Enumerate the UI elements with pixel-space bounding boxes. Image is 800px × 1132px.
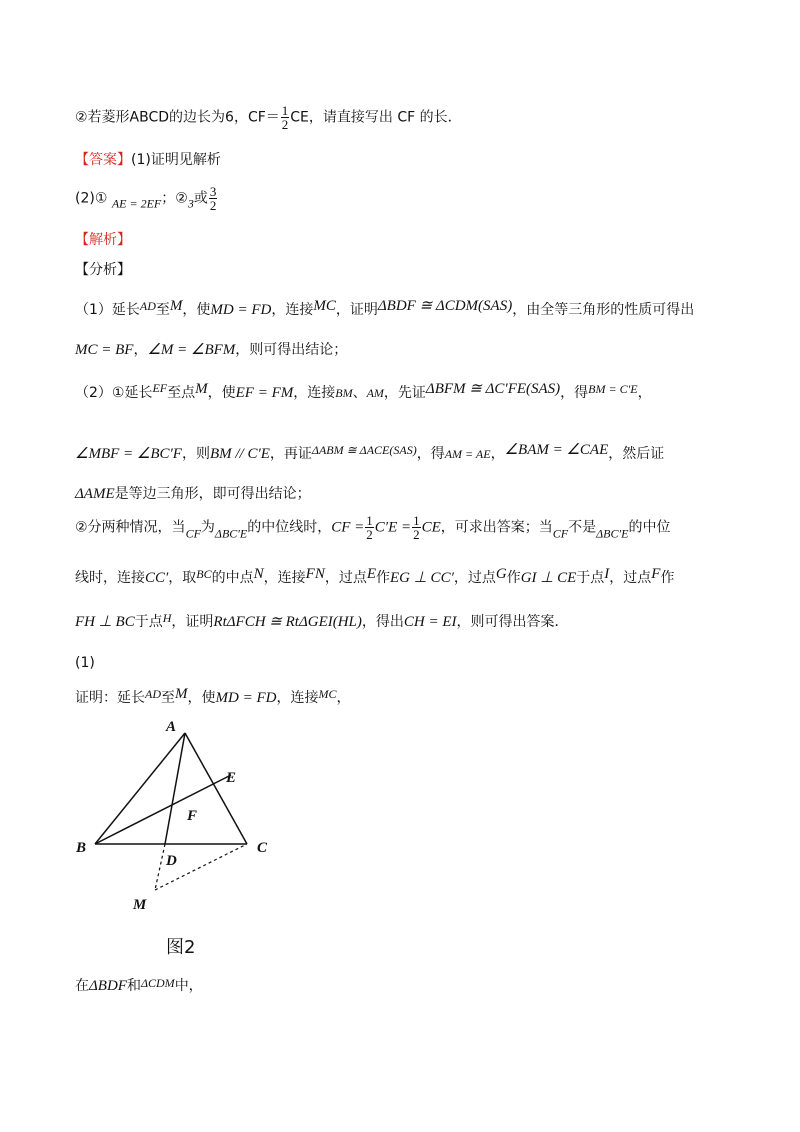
math-segment: E (366, 566, 376, 582)
math-segment: ΔAME (75, 486, 115, 502)
text-segment: 和 (126, 978, 141, 994)
text-segment: 的中位 (628, 519, 671, 536)
math-segment: MC (313, 298, 336, 314)
answer-sep: ；② (161, 190, 188, 207)
text-segment: 为 (200, 519, 215, 536)
text-segment: ，证明 (171, 614, 214, 630)
math-segment: CC′ (145, 570, 169, 586)
math-segment: F (651, 566, 661, 582)
text-segment: 于点 (134, 614, 163, 630)
math-segment: CE (421, 519, 441, 536)
text-segment: ，然后证 (608, 446, 665, 462)
analysis-p2-line1 (75, 379, 652, 402)
math-segment: FH ⊥ BC (75, 614, 135, 630)
text-segment: ，则可得出答案． (456, 614, 569, 630)
text-segment: 的中点 (211, 570, 254, 586)
question-suffix: CE，请直接写出 CF 的长． (290, 109, 462, 126)
analysis-p3-line1 (75, 514, 670, 542)
text-segment: 作 (376, 570, 390, 586)
text-segment: ，再证 (269, 446, 312, 462)
fraction (412, 514, 421, 541)
text-segment: ，使 (207, 385, 236, 401)
analysis-p2-line2 (75, 440, 664, 463)
question-fraction (281, 104, 290, 131)
text-segment: ，得 (416, 446, 445, 462)
fraction-denominator: 2 (281, 117, 289, 132)
math-segment: ΔBDF (89, 978, 127, 994)
text-segment: 线时，连接 (75, 570, 145, 586)
text-segment: ，可求出答案；当 (440, 519, 553, 536)
text-segment: （1）延长 (75, 302, 140, 318)
answer-fraction-numerator: 3 (209, 184, 217, 199)
math-segment: EF (152, 381, 168, 395)
math-segment: BM (335, 386, 353, 400)
text-segment: ，使 (187, 690, 216, 706)
text-segment: （2）①延长 (75, 385, 153, 401)
text-segment: 在 (75, 978, 89, 994)
math-segment: CF (185, 526, 201, 541)
segment-ad (165, 733, 185, 844)
text-segment: ，由全等三角形的性质可得出 (512, 302, 695, 318)
last-line (75, 975, 203, 995)
answer-fraction (209, 185, 218, 212)
text-segment: 证明：延长 (75, 690, 145, 706)
math-segment: BM = C′E (588, 382, 638, 396)
analysis-p2-line3 (75, 483, 311, 503)
fraction-numerator: 1 (281, 103, 289, 118)
text-segment: ②分两种情况，当 (75, 519, 186, 536)
label-c: C (257, 840, 268, 856)
math-segment: M (169, 298, 183, 314)
math-segment: ∠MBF = ∠BC′F (75, 446, 182, 462)
math-segment: ΔCDM (140, 976, 175, 990)
math-segment: N (253, 566, 264, 582)
math-segment: ΔBFM ≅ ΔC′FE(SAS) (425, 381, 561, 397)
text-segment: ，过点 (609, 570, 652, 586)
math-segment: H (162, 611, 172, 625)
segment-dm-dashed (155, 844, 165, 890)
label-e: E (226, 770, 237, 786)
answer-fraction-denominator: 2 (209, 198, 217, 213)
text-segment: 是等边三角形，即可得出结论； (114, 486, 311, 502)
math-segment: CH = EI (403, 614, 457, 630)
part1-heading: (1) (75, 655, 95, 671)
math-segment: CF (552, 526, 569, 541)
math-segment: ΔBDF ≅ ΔCDM(SAS) (377, 298, 513, 314)
text-segment: ，取 (168, 570, 197, 586)
label-m: M (133, 897, 147, 913)
segment-ab (95, 733, 185, 844)
geometry-figure (70, 715, 290, 925)
text-segment: ，连接 (263, 570, 306, 586)
answer-value-1: 3 (187, 196, 194, 211)
fraction-denominator: 2 (366, 527, 373, 542)
text-segment: ，得出 (361, 614, 404, 630)
text-segment: ， (133, 342, 148, 358)
math-segment: MC (318, 687, 337, 701)
question-prefix: ②若菱形ABCD的边长为6，CF＝ (75, 109, 280, 126)
analysis-p3-line3 (75, 611, 569, 631)
math-segment: C′E = (374, 519, 412, 536)
text-segment: ，过点 (453, 570, 496, 586)
math-segment: MC = BF (75, 342, 134, 358)
fraction-numerator: 1 (366, 513, 373, 528)
proof-line (75, 686, 350, 707)
text-segment: 不是 (568, 519, 597, 536)
text-segment: ，连接 (293, 385, 336, 401)
math-segment: MD = FD (215, 690, 277, 706)
text-segment: ，先证 (383, 385, 426, 401)
figure-caption: 图2 (166, 937, 196, 958)
analysis-p3-line2 (75, 566, 674, 587)
math-segment: ΔBC′E (596, 526, 629, 541)
answer-part2-prefix: (2)① (75, 190, 108, 207)
text-segment: ，得 (560, 385, 589, 401)
text-segment: ， (637, 385, 652, 401)
text-segment: 的中位线时， (247, 519, 332, 536)
text-segment: ，使 (182, 302, 211, 318)
math-segment: AM = AE (444, 447, 491, 461)
analysis-p1-line2 (75, 339, 347, 359)
label-b: B (76, 840, 87, 856)
analysis-p1-line1 (75, 296, 694, 319)
text-segment: 作 (506, 570, 521, 586)
math-segment: EG ⊥ CC′ (390, 570, 454, 586)
text-segment: 至 (155, 302, 170, 318)
math-segment: GI ⊥ CE (520, 570, 577, 586)
math-segment: BM // C′E (209, 446, 270, 462)
math-segment: RtΔFCH ≅ RtΔGEI(HL) (213, 614, 362, 630)
answer-equation: AE = 2EF (111, 196, 162, 211)
text-segment: 、 (352, 385, 367, 401)
math-segment: AD (139, 299, 156, 313)
text-segment: ，连接 (271, 302, 314, 318)
answer-tag: 【答案】 (75, 152, 131, 168)
math-segment: AD (145, 687, 161, 701)
math-segment: ΔBC′E (214, 526, 248, 541)
math-segment: EF = FM (235, 385, 294, 401)
text-segment: 作 (660, 570, 675, 586)
math-segment: ∠BAM = ∠CAE (504, 442, 609, 458)
text-segment: 至点 (167, 385, 196, 401)
math-segment: I (604, 566, 610, 582)
label-a: A (166, 719, 177, 735)
segment-ac (185, 733, 247, 844)
math-segment: G (495, 566, 507, 582)
analysis-subhead: 【分析】 (75, 262, 131, 278)
answer-line-1 (75, 149, 221, 169)
segment-be (95, 775, 231, 844)
math-segment: M (195, 381, 208, 397)
fraction-denominator: 2 (413, 527, 420, 542)
text-segment: ，连接 (276, 690, 319, 706)
text-segment: ，证明 (335, 302, 378, 318)
text-segment: 至 (161, 690, 175, 706)
analysis-tag: 【解析】 (75, 232, 131, 248)
math-segment: M (175, 686, 188, 702)
text-segment: 于点 (576, 570, 605, 586)
text-segment: ， (336, 690, 351, 706)
fraction-numerator: 1 (413, 513, 420, 528)
answer-line-2 (75, 185, 218, 212)
question-line (75, 104, 462, 131)
math-segment: AM (366, 386, 384, 400)
text-segment: ，过点 (324, 570, 367, 586)
text-segment: ，则 (181, 446, 210, 462)
fraction (365, 514, 374, 541)
math-segment: FN (305, 566, 325, 582)
text-segment: ，则可得出结论； (235, 342, 348, 358)
answer-part1: (1)证明见解析 (131, 152, 221, 168)
math-segment: BC (196, 567, 212, 581)
label-f: F (187, 808, 198, 824)
math-segment: CF = (331, 519, 365, 536)
text-segment: ， (490, 446, 505, 462)
label-d: D (166, 853, 177, 869)
answer-or: 或 (193, 190, 208, 207)
math-segment: ∠M = ∠BFM (147, 342, 236, 358)
math-segment: MD = FD (210, 302, 272, 318)
math-segment: ΔABM ≅ ΔACE(SAS) (311, 443, 417, 457)
text-segment: 中， (174, 978, 203, 994)
